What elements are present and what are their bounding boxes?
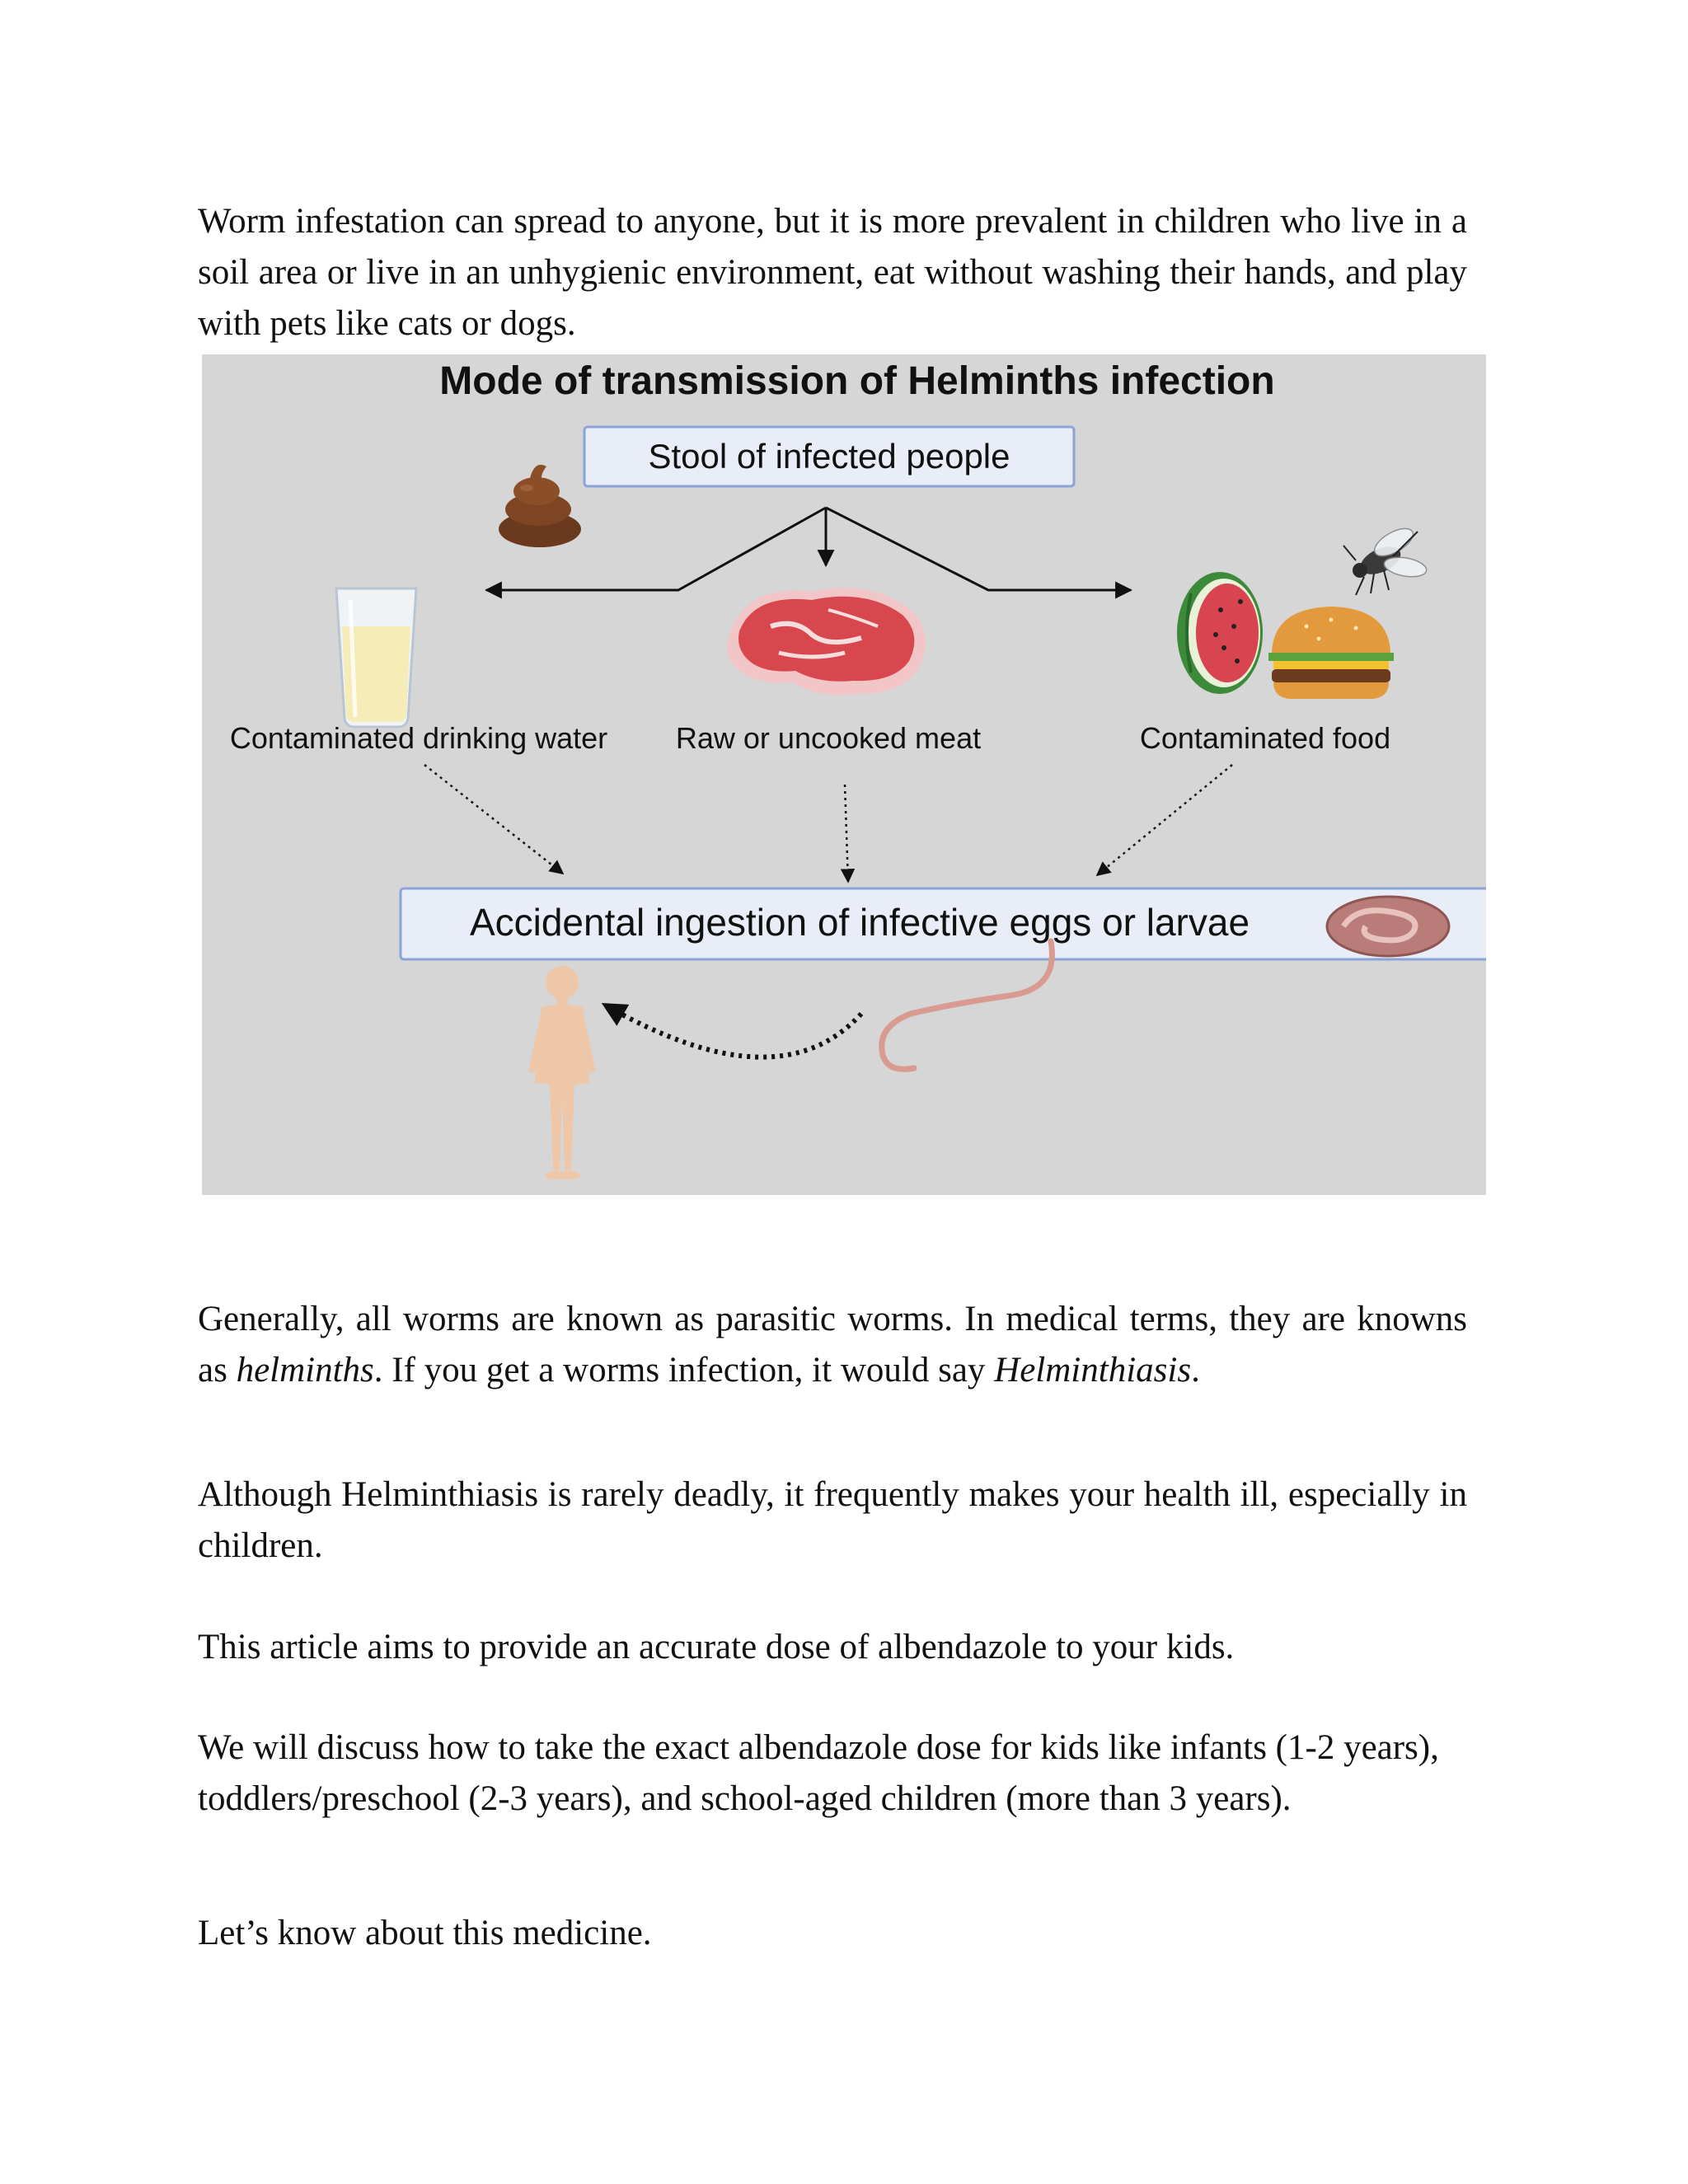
raw-meat-icon bbox=[727, 588, 926, 695]
coiled-worm-icon bbox=[1327, 897, 1449, 956]
ingestion-box-label: Accidental ingestion of infective eggs or larvae bbox=[469, 901, 1250, 944]
watermelon-icon bbox=[1177, 572, 1263, 694]
meat-label: Raw or uncooked meat bbox=[675, 721, 982, 755]
water-label: Contaminated drinking water bbox=[229, 721, 608, 755]
transmission-diagram-svg bbox=[202, 354, 1486, 1195]
food-label: Contaminated food bbox=[1139, 721, 1391, 755]
burger-icon bbox=[1268, 607, 1394, 699]
source-box-label: Stool of infected people bbox=[648, 437, 1010, 476]
paragraph-age-groups: We will discuss how to take the exact albendazole dose for kids like infants (1-2 years), toddlers/preschool (2-3 years), and school-aged children (more than 3 years). bbox=[198, 1728, 1439, 1818]
paragraph-helminths bbox=[198, 1294, 1467, 1396]
paragraph-intro: Worm infestation can spread to anyone, but it is more prevalent in children who live in a soil area or live in an unhygienic environment, eat without washing their hands, and play with pets like cats or dogs. bbox=[198, 202, 1467, 343]
paragraph-severity: Although Helminthiasis is rarely deadly, it frequently makes your health ill, especially in children. bbox=[198, 1475, 1467, 1565]
text-run: . If you get a worms infection, it would say bbox=[373, 1351, 995, 1390]
text-run: . bbox=[1191, 1351, 1200, 1390]
glass-of-water-icon bbox=[336, 588, 416, 727]
term-helminths: helminths bbox=[236, 1351, 374, 1390]
paragraph-aim: This article aims to provide an accurate dose of albendazole to your kids. bbox=[198, 1628, 1235, 1666]
paragraph-closing: Let’s know about this medicine. bbox=[198, 1914, 652, 1952]
transmission-diagram bbox=[202, 354, 1486, 1195]
diagram-title: Mode of transmission of Helminths infection bbox=[439, 359, 1275, 403]
text-run: Generally, all worms are known as parasitic worms. In medical terms, they are knowns as bbox=[198, 1300, 1467, 1390]
term-helminthiasis: Helminthiasis bbox=[994, 1351, 1192, 1390]
